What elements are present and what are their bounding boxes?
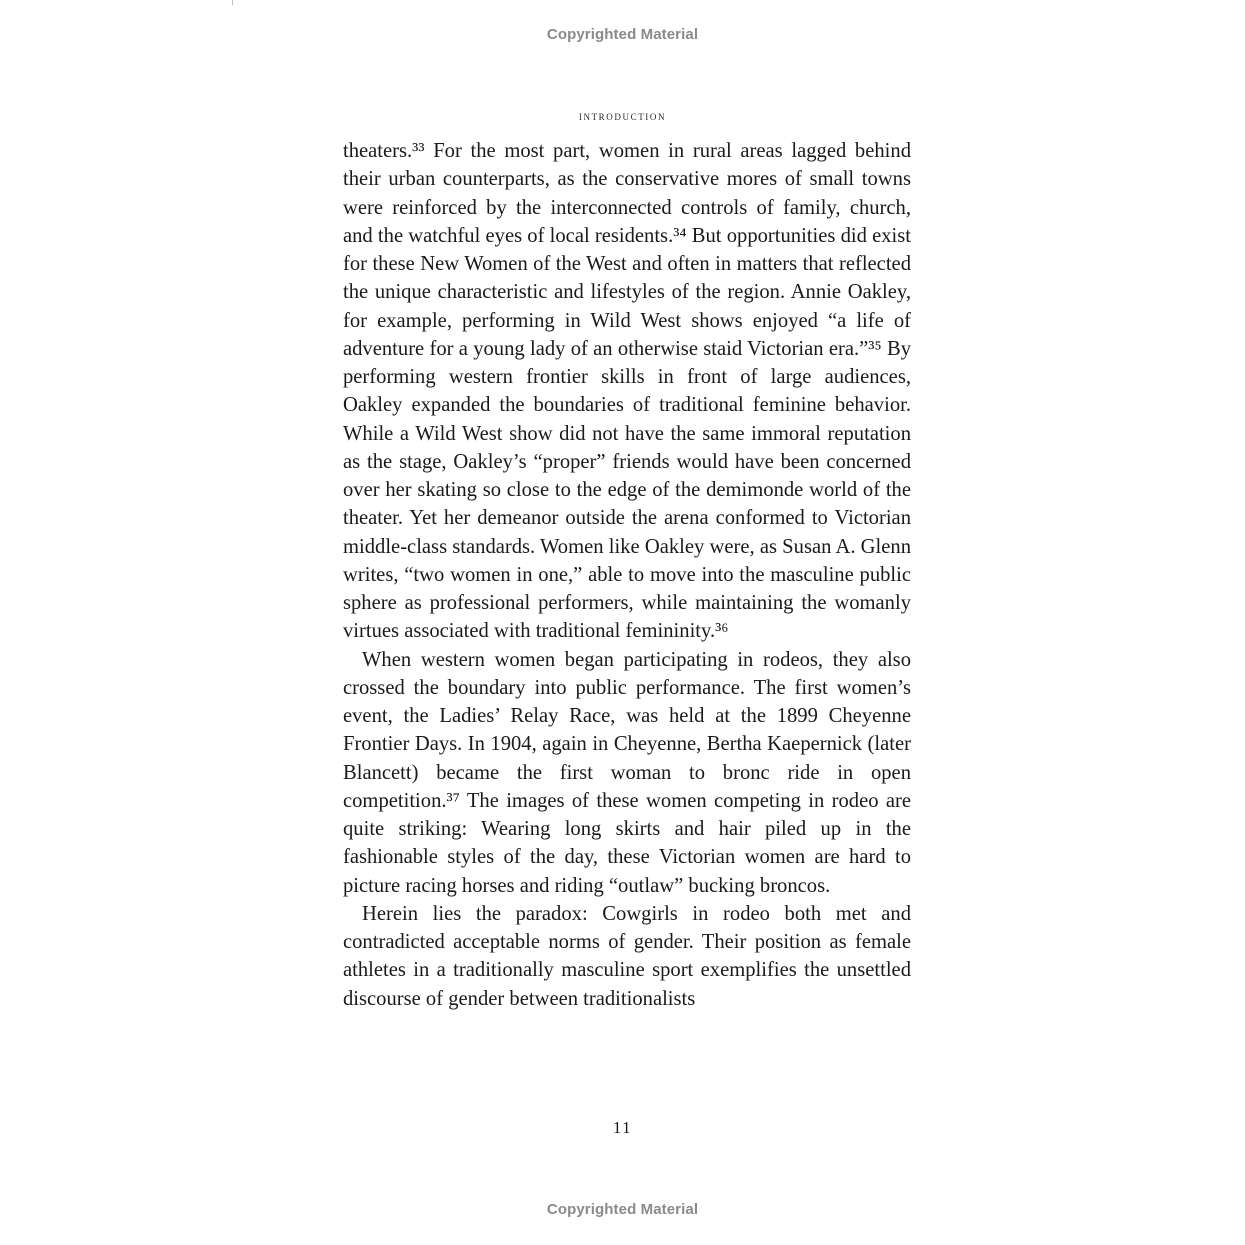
body-text bbox=[343, 137, 911, 1013]
copyright-watermark-bottom: Copyrighted Material bbox=[546, 1201, 699, 1218]
paragraph-3: Herein lies the paradox: Cowgirls in rodeo both met and contradicted acceptable norms of gender. Their position as female athletes in a traditionally masculine sport exemplifies the unsettled discourse of gender between traditionalists bbox=[343, 902, 911, 1010]
copyright-watermark-top: Copyrighted Material bbox=[546, 26, 699, 43]
paragraph-2: When western women began participating in rodeos, they also crossed the boundary into public performance. The first women’s event, the Ladies’ Relay Race, was held at the 1899 Cheyenne Frontier Days. In 1904, again in Cheyenne, Bertha Kaepernick (later Blancett) became the first woman to bronc ride in open competition.³⁷ The images of these women competing in rodeo are quite striking: Wearing long skirts and hair piled up in the fashionable styles of the day, these Victorian women are hard to picture racing horses and riding “outlaw” bucking broncos. bbox=[343, 648, 911, 897]
page-number: 11 bbox=[612, 1118, 633, 1137]
crop-mark bbox=[232, 0, 233, 5]
running-head: introduction bbox=[578, 109, 667, 123]
paragraph-1: theaters.³³ For the most part, women in rural areas lagged behind their urban counterparts, as the conservative mores of small towns were reinforced by the interconnected controls of family, church, and the watchful eyes of local residents.³⁴ But opportunities did exist for these New Women of the West and often in matters that reflected the unique characteristic and lifestyles of the region. Annie Oakley, for example, performing in Wild West shows enjoyed “a life of adventure for a young lady of an otherwise staid Victorian era.”³⁵ By performing western frontier skills in front of large audiences, Oakley expanded the boundaries of traditional feminine behavior. While a Wild West show did not have the same immoral reputation as the stage, Oakley’s “proper” friends would have been concerned over her skating so close to the edge of the demimonde world of the theater. Yet her demeanor outside the arena conformed to Victorian middle-class standards. Women like Oakley were, as Susan A. Glenn writes, “two women in one,” able to move into the masculine public sphere as professional performers, while maintaining the womanly virtues associated with traditional femininity.³⁶ bbox=[343, 140, 911, 643]
